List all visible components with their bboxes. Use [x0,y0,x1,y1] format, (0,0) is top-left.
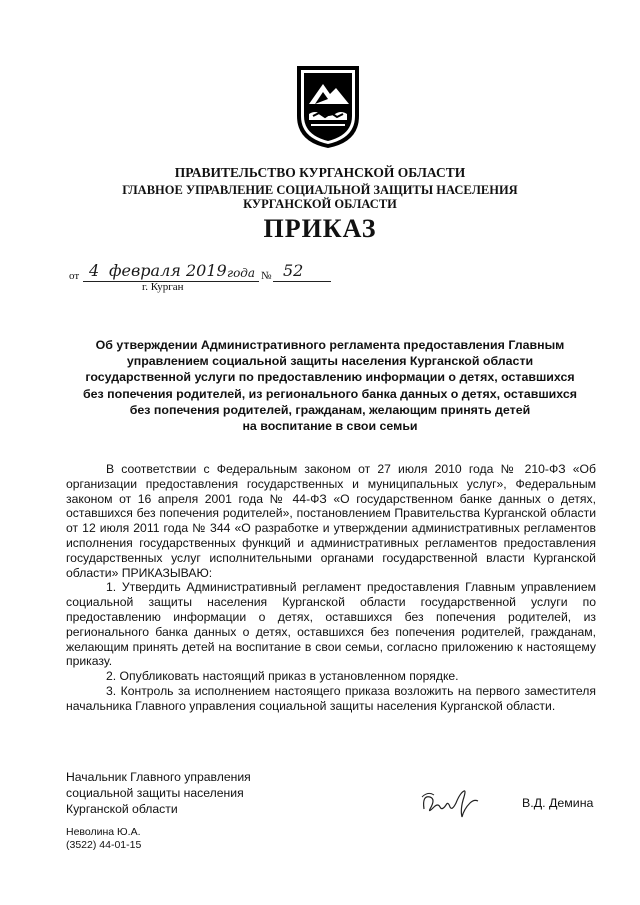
document-title: ПРИКАЗ [263,214,377,243]
order-item-3: 3. Контроль за исполнением настоящего приказа возложить на первого заместителя начальника Главного управления социальной защиты населения Курганской области. [66,683,596,713]
date-month-year: февраля 2019 [109,261,227,280]
subject-line: управлением социальной защиты населения Курганской области [126,354,534,369]
signer-name: В.Д. Демина [522,796,594,810]
government-name: ПРАВИТЕЛЬСТВО КУРГАНСКОЙ ОБЛАСТИ [174,165,466,180]
signer-position-line: Курганской области [66,802,178,816]
signer-position-line: Начальник Главного управления [66,770,251,784]
department-name: ГЛАВНОЕ УПРАВЛЕНИЕ СОЦИАЛЬНОЙ ЗАЩИТЫ НАСЕЛЕНИЯ [122,183,518,197]
subject-line: государственной услуги по предоставлению информации о детях, оставшихся [85,370,575,385]
date-number-line [69,258,339,282]
order-subject [70,337,590,434]
number-label: № [261,270,272,282]
subject-line: без попечения родителей, из регионального банка данных о детях, оставшихся [83,386,577,401]
order-body [66,462,596,714]
executor-name: Неволина Ю.А. [66,826,141,838]
signer-position [66,769,251,817]
year-suffix: года [227,266,256,280]
date-day: 4 [89,261,100,280]
subject-line: без попечения родителей, гражданам, желающим принять детей [129,402,531,417]
executor-info [66,826,141,852]
signer-position-line: социальной защиты населения [66,786,244,800]
number-underline [273,281,331,282]
subject-line: Об утверждении Административного регламента предоставления Главным [95,338,565,352]
subject-line: на воспитание в свои семьи [242,419,418,434]
coat-of-arms-icon [295,64,361,150]
handwritten-signature [420,785,480,821]
department-region: КУРГАНСКОЙ ОБЛАСТИ [243,197,397,211]
from-label: от [69,270,80,282]
preamble-paragraph: В соответствии с Федеральным законом от 27 июля 2010 года № 210-ФЗ «Об организации предоставления государственных и муниципальных услуг», Федеральным законом от 16 апреля 2001 года № 44-ФЗ «О государственном банке данных о детях, оставшихся без попечения родителей», постановлением Правительства Курганской области от 12 июля 2011 года № 344 «О разработке и утверждении административных регламентов исполнения государственных функций и административных регламентов предоставления государственных услуг исполнительными органами государственной власти Курганской области» ПРИКАЗЫВАЮ: [66,462,596,580]
city: г. Курган [142,281,184,293]
order-item-2: 2. Опубликовать настоящий приказ в установленном порядке. [106,669,459,684]
executor-phone: (3522) 44-01-15 [66,839,142,851]
order-item-1: 1. Утвердить Административный регламент предоставления Главным управлением социальной защиты населения Курганской области государственной услуги по предоставлению информации о детях, оставшихся без попечения родителей, из регионального банка данных о детях, оставшихся без попечения родителей, гражданам, желающим принять детей на воспитание в свои семьи, согласно приложению к настоящему приказу. [66,580,596,669]
order-number: 52 [283,261,304,280]
